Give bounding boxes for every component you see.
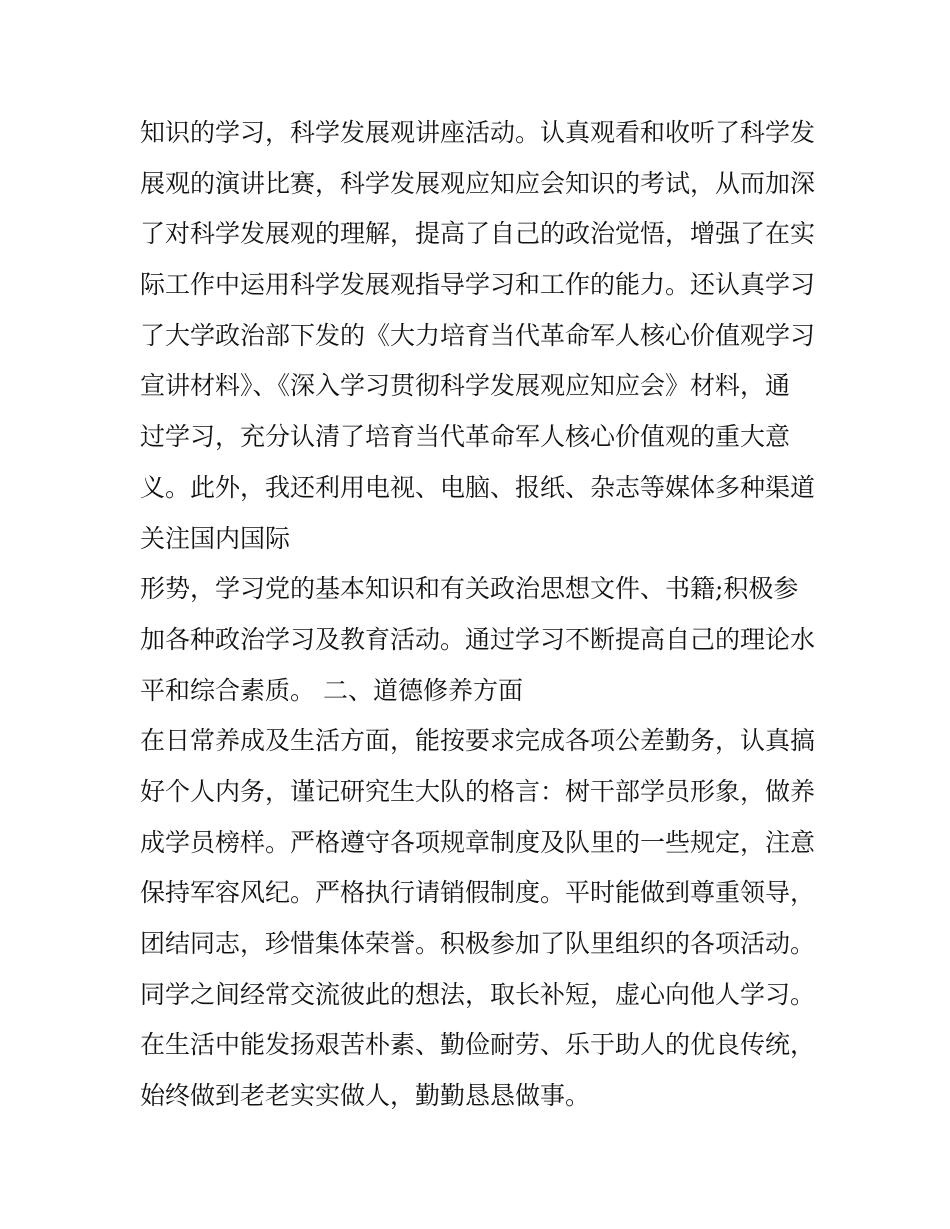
text-line: 团结同志，珍惜集体荣誉。积极参加了队里组织的各项活动。 <box>140 929 816 958</box>
text-line: 在日常养成及生活方面，能按要求完成各项公差勤务，认真搞 <box>140 726 816 756</box>
text-line: 加各种政治学习及教育活动。通过学习不断提高自己的理论水 <box>140 624 816 654</box>
text-line: 好个人内务，谨记研究生大队的格言：树干部学员形象，做养 <box>140 776 816 806</box>
text-line: 保持军容风纪。严格执行请销假制度。平时能做到尊重领导， <box>140 878 816 908</box>
text-line: 宣讲材料》、《深入学习贯彻科学发展观应知应会》材料，通 <box>140 371 791 401</box>
text-line: 知识的学习，科学发展观讲座活动。认真观看和收听了科学发 <box>140 118 816 147</box>
text-line: 关注国内国际 <box>140 523 291 553</box>
text-line: 义。此外，我还利用电视、电脑、报纸、杂志等媒体多种渠道 <box>140 472 816 502</box>
text-line: 同学之间经常交流彼此的想法，取长补短，虚心向他人学习。 <box>140 979 816 1009</box>
text-line: 始终做到老老实实做人，勤勤恳恳做事。 <box>140 1081 591 1111</box>
text-line: 了对科学发展观的理解，提高了自己的政治觉悟，增强了在实 <box>140 219 816 249</box>
section-heading-line: 平和综合素质。 二、道德修养方面 <box>140 675 523 705</box>
text-line: 形势，学习党的基本知识和有关政治思想文件、书籍;积极参 <box>140 574 799 604</box>
text-line: 展观的演讲比赛，科学发展观应知应会知识的考试，从而加深 <box>140 168 816 198</box>
text-line: 成学员榜样。严格遵守各项规章制度及队里的一些规定，注意 <box>140 827 816 857</box>
text-line: 过学习，充分认清了培育当代革命军人核心价值观的重大意 <box>140 422 791 452</box>
text-line: 了大学政治部下发的《大力培育当代革命军人核心价值观学习 <box>140 320 816 350</box>
body-text <box>140 108 820 1122</box>
text-line: 际工作中运用科学发展观指导学习和工作的能力。还认真学习 <box>140 270 816 300</box>
text-line: 在生活中能发扬艰苦朴素、勤俭耐劳、乐于助人的优良传统， <box>140 1030 816 1060</box>
